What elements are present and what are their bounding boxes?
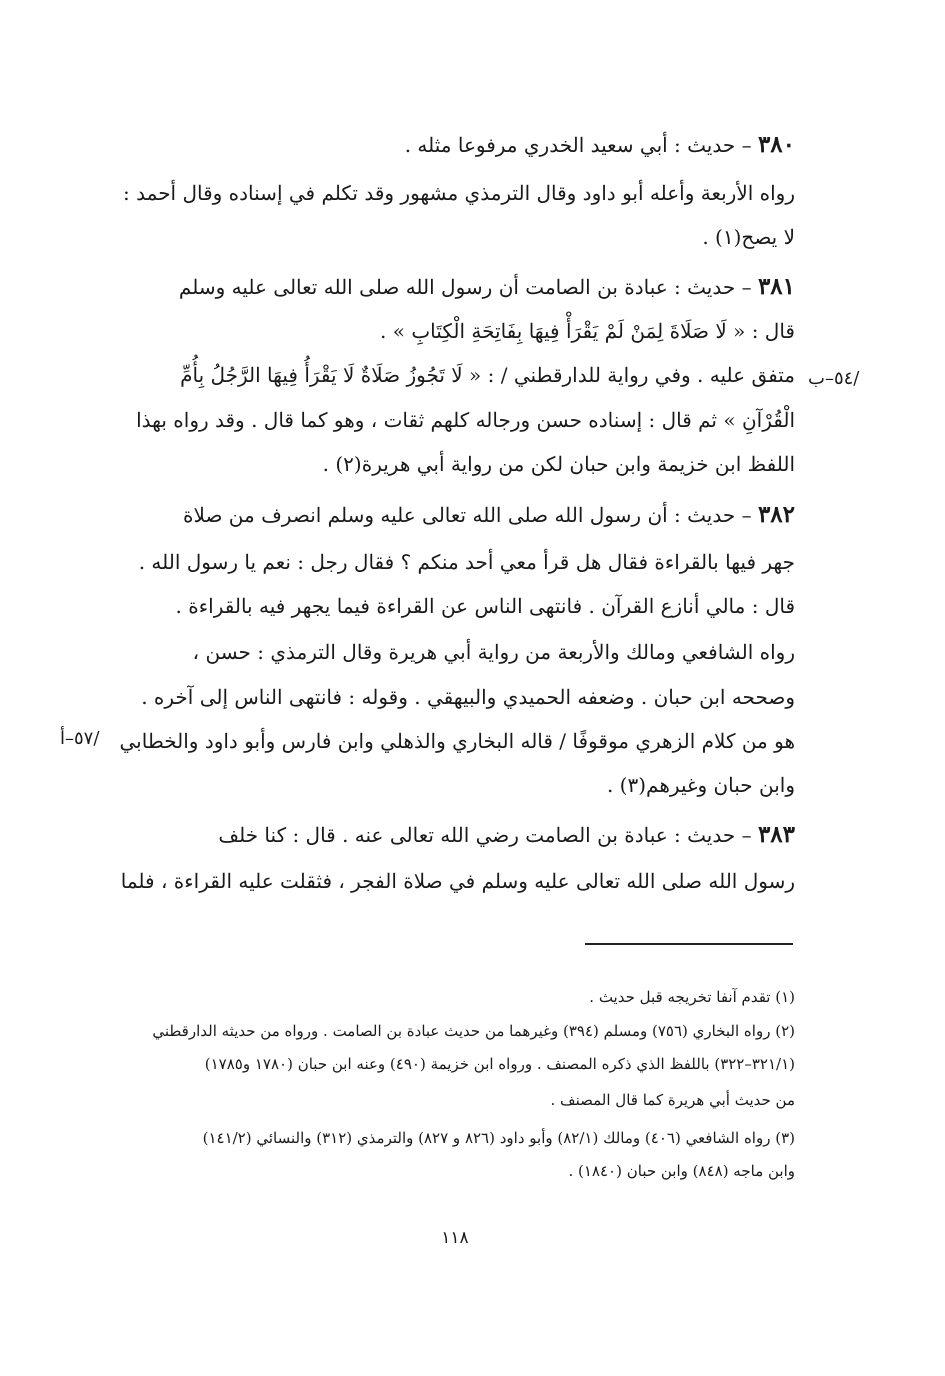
text-line: اللفظ ابن خزيمة وابن حبان لكن من رواية أبي هريرة(٢) . [322, 452, 795, 476]
text-line: رواه الشافعي ومالك والأربعة من رواية أبي هريرة وقال الترمذي : حسن ، [192, 640, 795, 664]
hadith-383-heading [115, 820, 795, 850]
footnote-line: (١) تقدم آنفا تخريجه قبل حديث . [589, 988, 795, 1006]
hadith-380-heading [115, 130, 795, 160]
footnote-line: (٣٢١/١–٣٢٢) باللفظ الذي ذكره المصنف . ورواه ابن خزيمة (٤٩٠) وعنه ابن حبان (١٧٨٠ و١٧٨٥) [204, 1055, 795, 1073]
hadith-number: ٣٨٣ [757, 821, 795, 848]
page-number: ١١٨ [441, 1228, 469, 1248]
footnote-line: (٢) رواه البخاري (٧٥٦) ومسلم (٣٩٤) وغيرهما من حديث عبادة بن الصامت . ورواه من حديثه الدارقطني [152, 1022, 795, 1040]
footnote-line: (٣) رواه الشافعي (٤٠٦) ومالك (٨٢/١) وأبو داود (٨٢٦ و ٨٢٧) والترمذي (٣١٢) والنسائي (١٤١/٢) [202, 1129, 795, 1147]
text-line: متفق عليه . وفي رواية للدارقطني / : « لَا تَجُوزُ صَلَاةٌ لَا يَقْرَأُ فِيهَا الرَّجُلُ بِأُمِّ [180, 363, 795, 387]
text-line: قال : « لَا صَلَاةَ لِمَنْ لَمْ يَقْرَأْ فِيهَا بِفَاتِحَةِ الْكِتَابِ » . [380, 319, 795, 343]
text-line: وابن حبان وغيرهم(٣) . [606, 773, 795, 797]
hadith-number: ٣٨٢ [757, 501, 795, 528]
hadith-number: ٣٨٠ [757, 131, 795, 158]
hadith-text: – حديث : عبادة بن الصامت أن رسول الله صلى الله تعالى عليه وسلم [178, 275, 752, 299]
text-line: قال : مالي أنازع القرآن . فانتهى الناس عن القراءة فيما يجهر فيه بالقراءة . [175, 594, 795, 618]
text-line: رواه الأربعة وأعله أبو داود وقال الترمذي مشهور وقد تكلم في إسناده وقال أحمد : [123, 181, 795, 205]
text-line: وصححه ابن حبان . وضعفه الحميدي والبيهقي . وقوله : فانتهى الناس إلى آخره . [141, 685, 795, 709]
text-line: رسول الله صلى الله تعالى عليه وسلم في صلاة الفجر ، فثقلت عليه القراءة ، فلما [120, 869, 795, 893]
hadith-381-heading [115, 272, 795, 302]
hadith-text: – حديث : عبادة بن الصامت رضي الله تعالى عنه . قال : كنا خلف [218, 823, 752, 847]
hadith-text: – حديث : أبي سعيد الخدري مرفوعا مثله . [404, 133, 752, 157]
manuscript-ref-note: /٥٤–ب [808, 368, 860, 389]
text-line: الْقُرْآنِ » ثم قال : إسناده حسن ورجاله كلهم ثقات ، وهو كما قال . وقد رواه بهذا [136, 408, 795, 432]
hadith-text: – حديث : أن رسول الله صلى الله تعالى عليه وسلم انصرف من صلاة [183, 503, 752, 527]
hadith-382-heading [115, 500, 795, 530]
footnote-line: من حديث أبي هريرة كما قال المصنف . [550, 1091, 795, 1109]
footnote-separator [585, 943, 793, 945]
text-line: لا يصح(١) . [702, 225, 795, 249]
manuscript-ref-note: /٥٧–أ [60, 728, 100, 749]
hadith-number: ٣٨١ [757, 273, 795, 300]
text-line: هو من كلام الزهري موقوفًا / قاله البخاري والذهلي وابن فارس وأبو داود والخطابي [119, 729, 795, 753]
footnote-line: وابن ماجه (٨٤٨) وابن حبان (١٨٤٠) . [568, 1162, 795, 1180]
text-line: جهر فيها بالقراءة فقال هل قرأ معي أحد منكم ؟ فقال رجل : نعم يا رسول الله . [138, 550, 795, 574]
